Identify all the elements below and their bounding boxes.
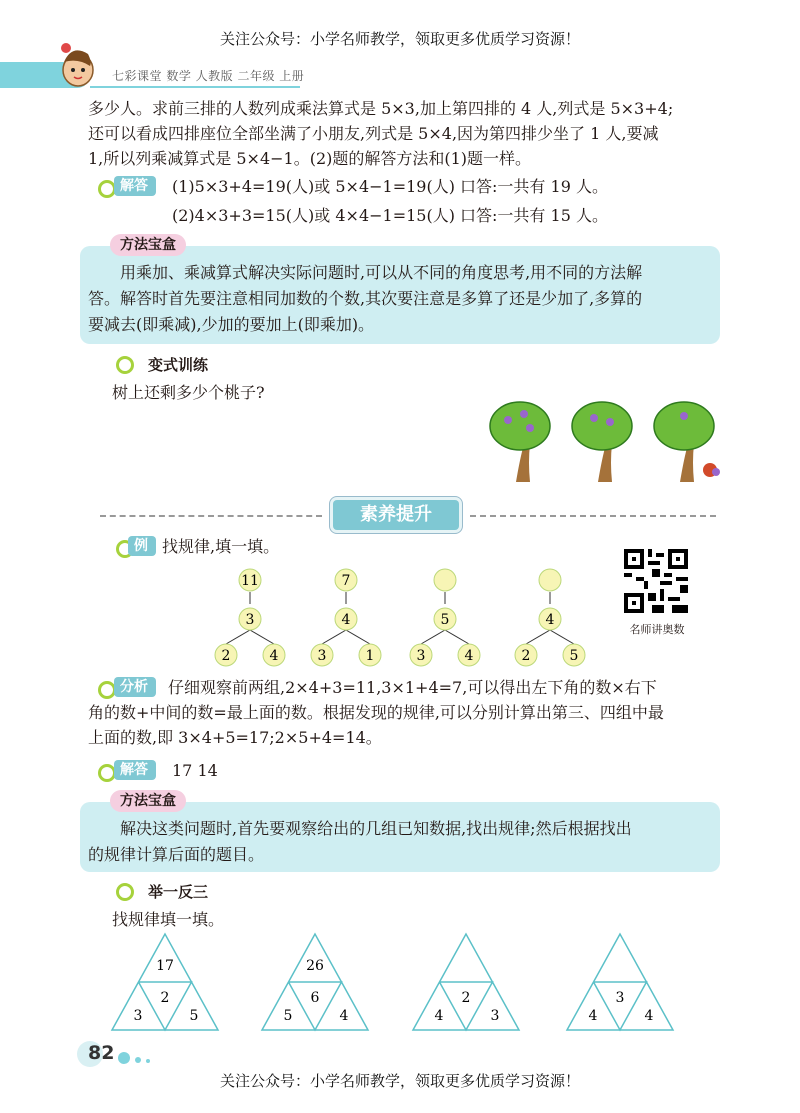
triangle-left: 4 — [588, 1008, 598, 1024]
practice-title: 举一反三 — [148, 883, 209, 901]
number-tree-group — [215, 569, 285, 666]
node-left: 2 — [221, 648, 231, 664]
mascot-icon — [52, 40, 102, 90]
practice-prompt: 找规律填一填。 — [112, 910, 225, 929]
text-line: 角的数+中间的数=最上面的数。根据发现的规律,可以分别计算出第三、四组中最 — [88, 703, 664, 722]
node-middle: 4 — [341, 612, 351, 628]
triangle-center: 3 — [615, 990, 625, 1006]
example-prompt: 找规律,填一填。 — [162, 537, 280, 556]
analysis-paragraph — [88, 675, 728, 750]
tree-icon — [572, 402, 632, 482]
method-box — [80, 237, 720, 344]
node-right: 1 — [365, 648, 375, 664]
triangle-top: 26 — [306, 958, 324, 974]
text-line: 还可以看成四排座位全部坐满了小朋友,列式是 5×4,因为第四排少坐了 1 人,要减 — [88, 124, 659, 143]
answer-text: 17 14 — [172, 761, 218, 780]
triangle-left: 4 — [434, 1008, 444, 1024]
tree-icon — [490, 402, 550, 482]
node-middle: 4 — [545, 612, 555, 628]
number-triangle — [262, 934, 368, 1030]
divider-left — [100, 515, 322, 517]
number-tree-diagram — [200, 562, 600, 674]
book-header: 七彩课堂 数学 人教版 二年级 上册 — [112, 69, 305, 83]
triangle-right: 3 — [490, 1008, 500, 1024]
method-box-title: 方法宝盒 — [110, 790, 186, 812]
number-tree-group — [410, 569, 480, 666]
triangle-left: 3 — [133, 1008, 143, 1024]
text-line: 1,所以列乘减算式是 5×4−1。(2)题的解答方法和(1)题一样。 — [88, 149, 532, 168]
text-line: 解决这类问题时,首先要观察给出的几组已知数据,找出规律;然后根据找出 — [120, 819, 632, 838]
triangle-center: 2 — [461, 990, 471, 1006]
number-triangle — [112, 934, 218, 1030]
number-tree-group — [515, 569, 585, 666]
node-left: 3 — [416, 648, 426, 664]
divider-right — [470, 515, 716, 517]
text-line: 仔细观察前两组,2×4+3=11,3×1+4=7,可以得出左下角的数×右下 — [168, 678, 657, 697]
text-line: 用乘加、乘减算式解决实际问题时,可以从不同的角度思考,用不同的方法解 — [120, 263, 643, 282]
example-tag: 例 — [128, 536, 156, 556]
node-right: 4 — [269, 648, 279, 664]
number-triangle — [413, 934, 519, 1030]
node-right: 4 — [464, 648, 474, 664]
section-dot-icon — [116, 883, 134, 901]
answer-line: (1)5×3+4=19(人)或 5×4−1=19(人) 口答:一共有 19 人。 — [172, 177, 608, 196]
node-right: 5 — [569, 648, 579, 664]
number-tree-group — [311, 569, 381, 666]
bottom-promo-note: 关注公众号：小学名师教学，领取更多优质学习资源！ — [219, 1072, 580, 1090]
analysis-tag: 分析 — [114, 677, 156, 697]
text-line: 多少人。求前三排的人数列成乘法算式是 5×3,加上第四排的 4 人,列式是 5×3+4; — [88, 99, 674, 118]
qr-label: 名师讲奥数 — [629, 623, 685, 636]
triangle-top: 17 — [156, 958, 174, 974]
node-middle: 5 — [440, 612, 450, 628]
text-line: 的规律计算后面的题目。 — [88, 845, 265, 864]
triangle-center: 6 — [310, 990, 320, 1006]
intro-paragraph — [88, 96, 728, 171]
node-left: 3 — [317, 648, 327, 664]
text-line: 答。解答时首先要注意相同加数的个数,其次要注意是多算了还是少加了,多算的 — [88, 289, 643, 308]
method-box — [80, 793, 720, 872]
section-banner: 素养提升 — [333, 500, 459, 530]
node-top: 7 — [341, 573, 351, 589]
answer-tag: 解答 — [114, 176, 156, 196]
text-line: 上面的数,即 3×4+5=17;2×5+4=14。 — [88, 728, 382, 747]
triangle-center: 2 — [160, 990, 170, 1006]
tree-icon — [654, 402, 720, 482]
peach-trees-image — [486, 398, 724, 482]
triangle-right: 5 — [189, 1008, 199, 1024]
node-left: 2 — [521, 648, 531, 664]
number-triangles-diagram — [110, 930, 690, 1034]
node-top: 11 — [241, 573, 259, 589]
variant-title: 变式训练 — [148, 356, 209, 374]
number-triangle — [567, 934, 673, 1030]
answer-line: (2)4×3+3=15(人)或 4×4−1=15(人) 口答:一共有 15 人。 — [172, 206, 608, 225]
text-line: 要减去(即乘减),少加的要加上(即乘加)。 — [88, 315, 375, 334]
method-box-title: 方法宝盒 — [110, 234, 186, 256]
section-dot-icon — [116, 356, 134, 374]
triangle-right: 4 — [339, 1008, 349, 1024]
triangle-left: 5 — [283, 1008, 293, 1024]
triangle-right: 4 — [644, 1008, 654, 1024]
top-promo-note: 关注公众号：小学名师教学，领取更多优质学习资源！ — [219, 30, 580, 48]
answer-tag: 解答 — [114, 760, 156, 780]
page-number: 82 — [88, 1042, 115, 1064]
qr-code-icon[interactable] — [624, 549, 688, 613]
variant-question: 树上还剩多少个桃子? — [112, 383, 265, 402]
node-middle: 3 — [245, 612, 255, 628]
